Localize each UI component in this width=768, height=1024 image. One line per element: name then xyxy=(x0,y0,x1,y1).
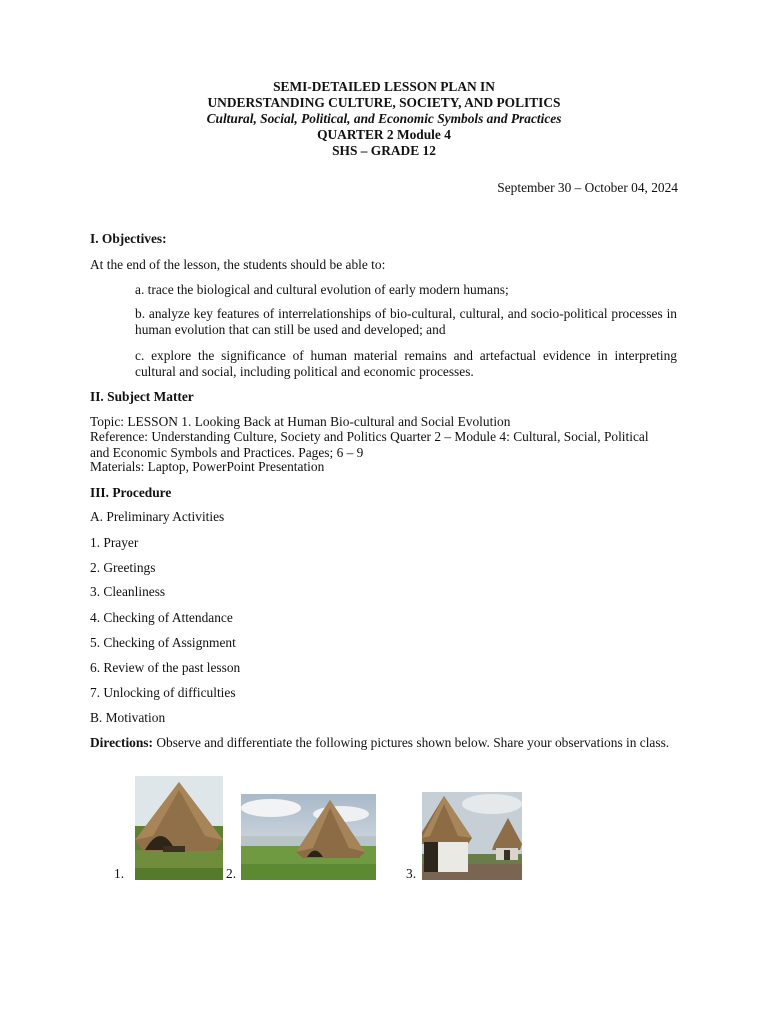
header-quarter: QUARTER 2 Module 4 xyxy=(317,127,451,142)
header-subject: UNDERSTANDING CULTURE, SOCIETY, AND POLITICS xyxy=(207,95,561,110)
picture-number-1: 1. xyxy=(114,866,125,881)
procedure-step: 6. Review of the past lesson xyxy=(90,660,241,675)
procedure-step: 1. Prayer xyxy=(90,535,139,550)
objectives-intro: At the end of the lesson, the students should be able to: xyxy=(90,257,386,272)
thatched-hut-photo xyxy=(135,776,223,880)
procedure-heading: III. Procedure xyxy=(90,485,172,500)
procedure-step: 3. Cleanliness xyxy=(90,584,166,599)
header-topic: Cultural, Social, Political, and Economic Symbols and Practices xyxy=(206,111,562,126)
directions-label: Directions: xyxy=(90,735,153,750)
thatched-hut-coast-photo xyxy=(241,794,376,880)
procedure-step: 4. Checking of Attendance xyxy=(90,610,233,625)
subject-topic: Topic: LESSON 1. Looking Back at Human Bio-cultural and Social Evolution xyxy=(90,414,511,429)
objective-item: a. trace the biological and cultural evolution of early modern humans; xyxy=(135,282,509,297)
objectives-heading: I. Objectives: xyxy=(90,231,167,246)
subject-materials: Materials: Laptop, PowerPoint Presentation xyxy=(90,459,325,474)
directions-paragraph xyxy=(90,735,678,751)
header-grade: SHS – GRADE 12 xyxy=(332,143,436,158)
motivation-heading: B. Motivation xyxy=(90,710,166,725)
picture-number-3: 3. xyxy=(406,866,417,881)
procedure-step: 7. Unlocking of difficulties xyxy=(90,685,236,700)
objective-item: b. analyze key features of interrelationships of bio-cultural, cultural, and socio-political processes in human evolution that can still be used and developed; and xyxy=(135,306,677,337)
objective-item: c. explore the significance of human material remains and artefactual evidence in interpreting cultural and social, including political and economic processes. xyxy=(135,348,677,379)
subject-reference: Reference: Understanding Culture, Society and Politics Quarter 2 – Module 4: Cultural, Social, Political and Economic Symbols and Practices. Pages; 6 – 9 xyxy=(90,429,649,460)
directions-text: Observe and differentiate the following pictures shown below. Share your observations in class. xyxy=(152,735,670,750)
lesson-date: September 30 – October 04, 2024 xyxy=(497,180,678,195)
document-header xyxy=(0,79,768,159)
procedure-step: 2. Greetings xyxy=(90,560,156,575)
round-huts-photo xyxy=(422,792,522,880)
header-title: SEMI-DETAILED LESSON PLAN IN xyxy=(273,79,495,94)
procedure-step: 5. Checking of Assignment xyxy=(90,635,236,650)
subject-matter-heading: II. Subject Matter xyxy=(90,389,194,404)
preliminary-activities: A. Preliminary Activities xyxy=(90,509,225,524)
picture-number-2: 2. xyxy=(226,866,237,881)
